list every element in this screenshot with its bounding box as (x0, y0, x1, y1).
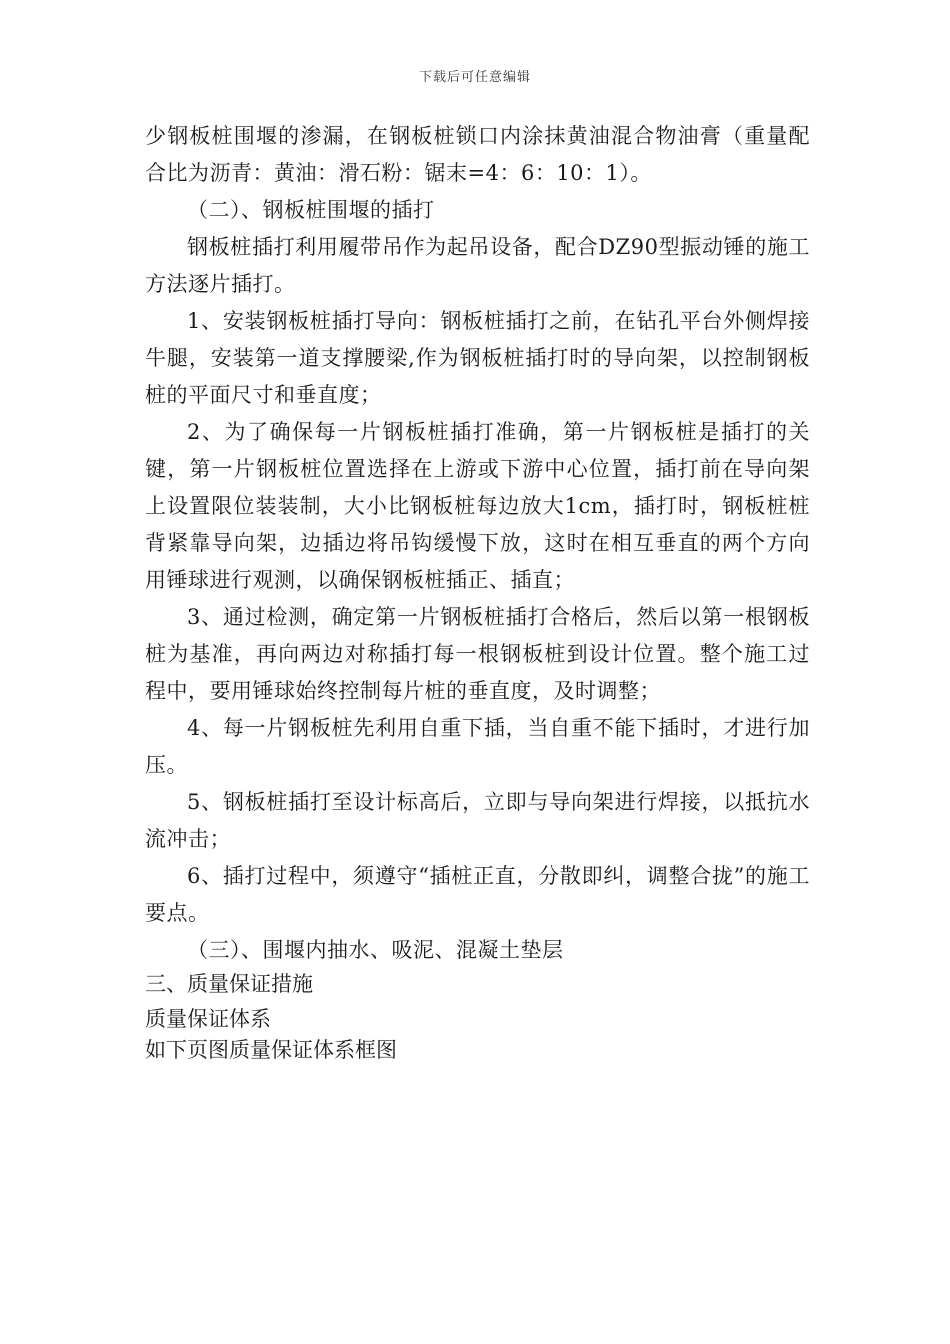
paragraph-intro: 钢板桩插打利用履带吊作为起吊设备，配合DZ90型振动锤的施工方法逐片插打。 (145, 235, 810, 296)
document-body (145, 118, 810, 1066)
page-header: 下载后可任意编辑 (418, 70, 531, 85)
paragraph-continuation: 少钢板桩围堰的渗漏，在钢板桩锁口内涂抹黄油混合物油膏（重量配合比为沥青：黄油：滑石粉：锯末=4：6：10：1）。 (145, 124, 810, 185)
list-item-3: 3、通过检测，确定第一片钢板桩插打合格后，然后以第一根钢板桩为基准，再向两边对称插打每一根钢板桩到设计位置。整个施工过程中，要用锤球始终控制每片桩的垂直度，及时调整； (145, 605, 810, 703)
section-heading: 三、质量保证措施 (145, 972, 313, 996)
list-item-2: 2、为了确保每一片钢板桩插打准确，第一片钢板桩是插打的关键，第一片钢板桩位置选择在上游或下游中心位置，插打前在导向架上设置限位装装制，大小比钢板桩每边放大1cm，插打时，钢板桩桩背紧靠导向架，边插边将吊钩缓慢下放，这时在相互垂直的两个方向用锤球进行观测，以确保钢板桩插正、插直； (145, 420, 810, 592)
sub-heading: 质量保证体系 (145, 1007, 271, 1031)
subsection-heading-2: （二）、钢板桩围堰的插打 (187, 198, 435, 222)
list-item-5: 5、钢板桩插打至设计标高后，立即与导向架进行焊接，以抵抗水流冲击； (145, 790, 810, 851)
subsection-heading-3: （三）、围堰内抽水、吸泥、混凝土垫层 (187, 938, 564, 962)
list-item-4: 4、每一片钢板桩先利用自重下插，当自重不能下插时，才进行加压。 (145, 716, 810, 777)
list-item-1: 1、安装钢板桩插打导向：钢板桩插打之前，在钻孔平台外侧焊接牛腿，安装第一道支撑腰梁,作为钢板桩插打时的导向架，以控制钢板桩的平面尺寸和垂直度； (145, 309, 810, 407)
note-text: 如下页图质量保证体系框图 (145, 1038, 397, 1062)
list-item-6: 6、插打过程中，须遵守“插桩正直，分散即纠，调整合拢”的施工要点。 (145, 864, 810, 925)
